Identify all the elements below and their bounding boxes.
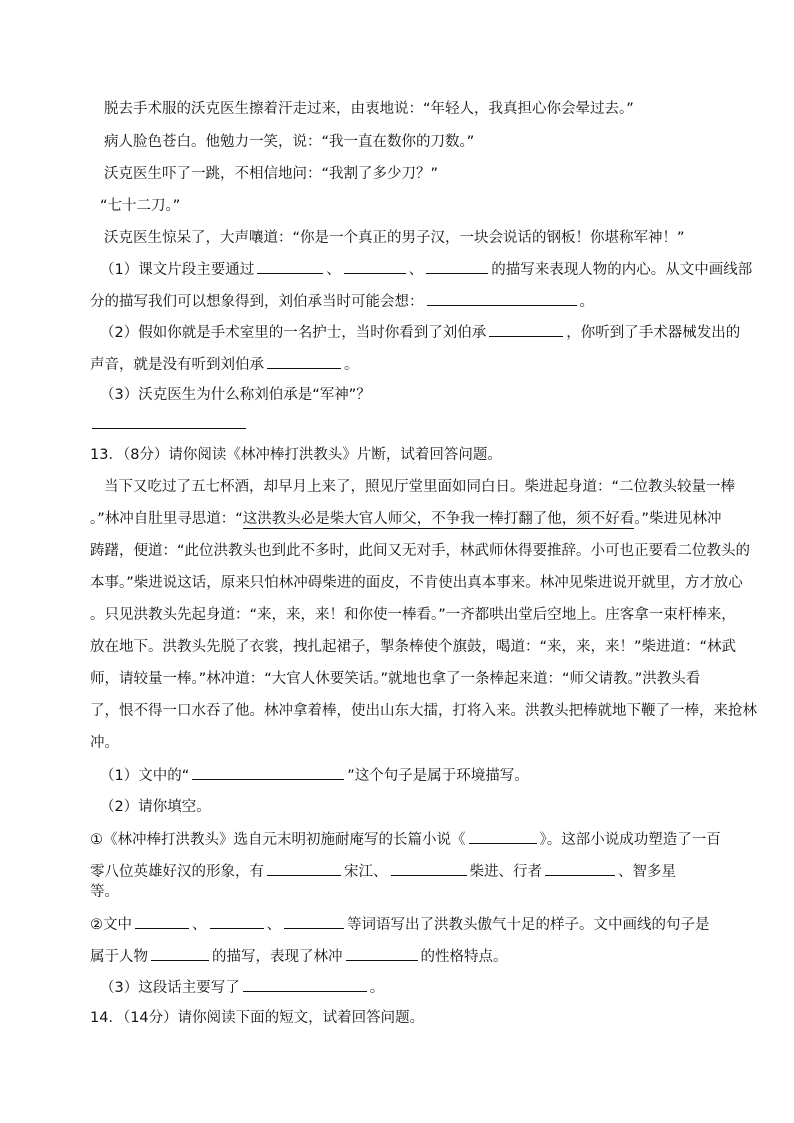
- answer-blank[interactable]: [257, 259, 323, 274]
- question-text: 声音，就是没有听到刘伯承: [90, 357, 264, 373]
- answer-blank[interactable]: [426, 259, 488, 274]
- punctuation: 。: [344, 357, 359, 373]
- passage-line: 放在地下。洪教头先脱了衣裳，拽扎起裙子，掣条棒使个旗鼓，喝道：“来，来，来！”柴进道：“林武: [90, 639, 737, 655]
- passage-line: 沃克医生惊呆了，大声嚷道：“你是一个真正的男子汉，一块会说话的钢板！你堪称军神！”: [104, 230, 685, 246]
- answer-blank[interactable]: [267, 861, 341, 876]
- passage-line: 当下又吃过了五七杯酒，却早月上来了，照见厅堂里面如同白日。柴进起身道：“二位教头较量一棒: [104, 479, 736, 495]
- question-text: 宋江、: [344, 864, 388, 880]
- passage-text: 。”林冲自肚里寻思道：“: [90, 511, 243, 527]
- question-text: ”这个句子是属于环境描写。: [347, 768, 529, 784]
- answer-blank[interactable]: [151, 946, 209, 961]
- question-text: ，你听到了手术器械发出的: [566, 325, 741, 341]
- passage-line: 。只见洪教头先起身道：“来，来，来！和你使一棒看。”一齐都哄出堂后空地上。庄客拿一束杆棒来，: [90, 607, 736, 623]
- passage-line: 沃克医生吓了一跳，不相信地问：“我割了多少刀？”: [104, 166, 439, 182]
- answer-blank[interactable]: [284, 914, 344, 929]
- separator: 、: [408, 262, 424, 278]
- passage-line: “七十二刀。”: [100, 198, 181, 214]
- question-text: （2）假如你就是手术室里的一名护士，当时你看到了刘伯承: [100, 325, 487, 341]
- question-13-2-1-cont: [90, 861, 676, 882]
- question-14-header: 14．（14分）请你阅读下面的短文，试着回答问题。: [90, 1010, 425, 1026]
- question-13-2-2-cont: [90, 946, 508, 967]
- answer-blank[interactable]: [545, 861, 615, 876]
- question-13-2: （2）请你填空。: [100, 799, 211, 815]
- underlined-sentence: 这洪教头必是柴大官人师父，不争我一棒打翻了他，须不好看: [242, 511, 635, 527]
- answer-blank[interactable]: [243, 977, 367, 992]
- separator: 、: [266, 917, 281, 933]
- question-text: （1）课文片段主要通过: [100, 262, 255, 278]
- punctuation: 。: [579, 294, 594, 310]
- answer-blank[interactable]: [391, 861, 467, 876]
- question-12-1: [100, 259, 752, 280]
- passage-line: 脱去手术服的沃克医生擦着汗走过来，由衷地说：“年轻人，我真担心你会晕过去。”: [104, 101, 634, 117]
- separator: 、: [326, 262, 341, 278]
- question-text: 的描写，表现了林冲: [212, 949, 343, 965]
- passage-line: [90, 509, 722, 529]
- passage-line: 师，请较量一棒。”林冲道：“大官人休要笑话。”就地也拿了一条棒起来道：“师父请教。”洪教头看: [90, 671, 701, 687]
- passage-line: 病人脸色苍白。他勉力一笑，说：“我一直在数你的刀数。”: [104, 134, 475, 150]
- question-12-1-cont: [90, 291, 594, 312]
- question-12-2-cont: [90, 354, 359, 375]
- question-text: 》。这部小说成功塑造了一百: [539, 832, 721, 848]
- question-13-1: [100, 765, 529, 786]
- answer-blank[interactable]: [135, 914, 189, 929]
- question-text: （1）文中的“: [100, 768, 190, 784]
- question-text: 的性格特点。: [420, 949, 508, 965]
- answer-blank[interactable]: [344, 259, 406, 274]
- question-13-header: 13．（8分）请你阅读《林冲棒打洪教头》片断，试着回答问题。: [90, 447, 502, 463]
- question-text: ②文中: [90, 917, 132, 933]
- separator: 、: [192, 917, 207, 933]
- passage-line: 踌躇，便道：“此位洪教头也到此不多时，此间又无对手，林武师休得要推辞。小可也正要看二位教头的: [90, 543, 751, 559]
- question-13-2-1-end: 等。: [90, 884, 119, 900]
- answer-blank[interactable]: [267, 354, 341, 369]
- question-text: ①《林冲棒打洪教头》选自元末明初施耐庵写的长篇小说《: [90, 832, 466, 848]
- question-text: 属于人物: [90, 949, 148, 965]
- passage-line: 本事。”柴进说这话，原来只怕林冲碍柴进的面皮，不肯使出真本事来。林冲见柴进说开就里，方才放心: [90, 575, 743, 591]
- question-text: （3）这段话主要写了: [100, 980, 240, 996]
- question-12-2: [100, 322, 740, 343]
- question-13-2-1: [90, 829, 721, 850]
- question-text: 、智多星: [618, 864, 676, 880]
- question-text: 零八位英雄好汉的形象，有: [90, 864, 264, 880]
- question-text: 分的描写我们可以想象得到，刘伯承当时可能会想：: [90, 294, 424, 310]
- punctuation: 。: [369, 980, 385, 996]
- answer-blank[interactable]: [192, 765, 344, 780]
- answer-blank[interactable]: [346, 946, 418, 961]
- answer-blank[interactable]: [427, 291, 577, 306]
- question-13-2-2: [90, 914, 710, 935]
- question-12-3: （3）沃克医生为什么称刘伯承是“军神”？: [100, 387, 371, 403]
- question-13-3: [100, 977, 384, 998]
- answer-blank[interactable]: [489, 322, 563, 337]
- answer-blank[interactable]: [469, 829, 537, 844]
- answer-blank[interactable]: [210, 914, 264, 929]
- question-text: 的描写来表现人物的内心。从文中画线部: [491, 262, 753, 278]
- passage-line: 冲。: [90, 735, 119, 751]
- passage-text: 。”柴进见林冲: [634, 511, 722, 527]
- question-text: 等词语写出了洪教头傲气十足的样子。文中画线的句子是: [347, 917, 710, 933]
- question-text: 柴进、行者: [469, 864, 542, 880]
- answer-line[interactable]: [92, 428, 246, 429]
- passage-line: 了，恨不得一口水吞了他。林冲拿着棒，使出山东大擂，打将入来。洪教头把棒就地下鞭了一棒，来抢林: [90, 703, 757, 719]
